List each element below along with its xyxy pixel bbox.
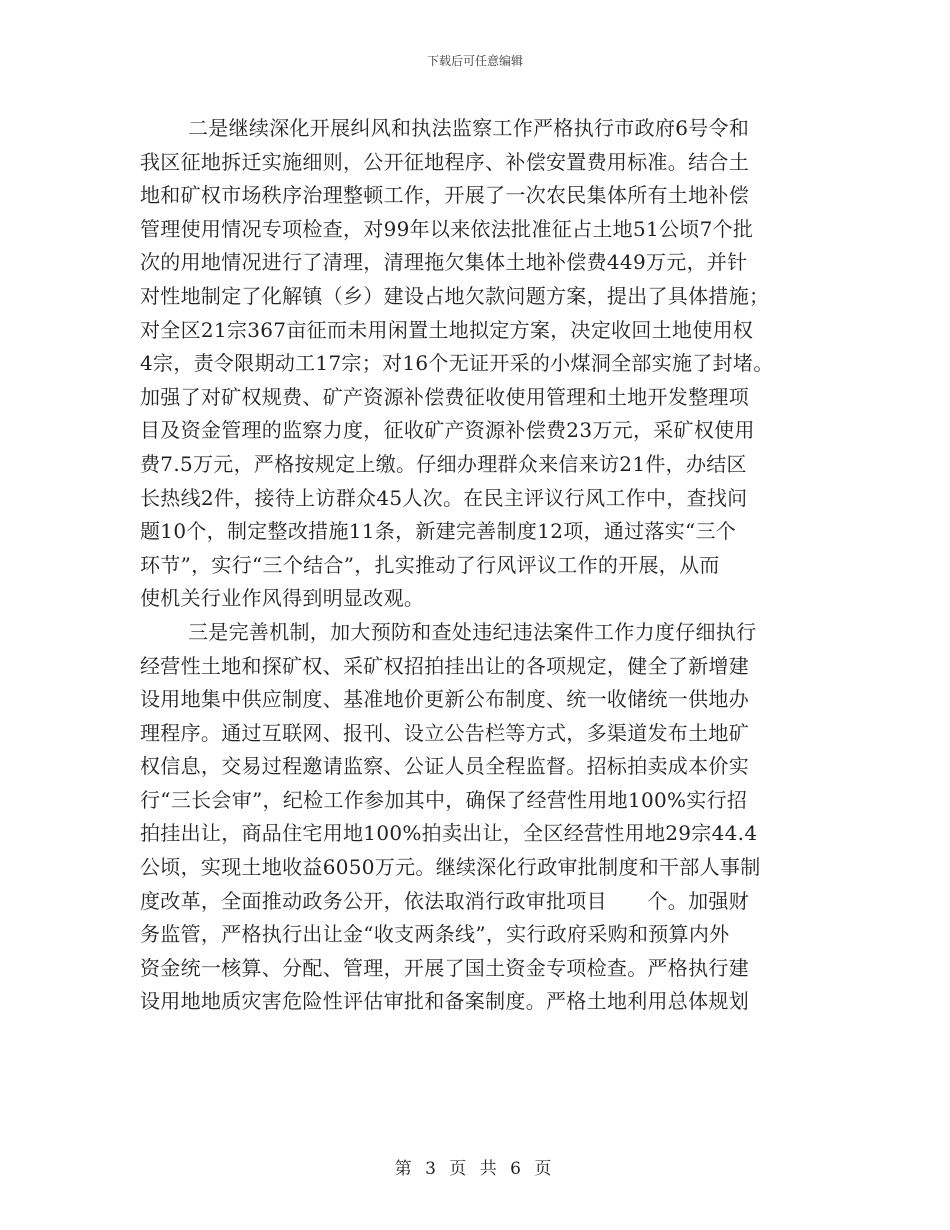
paragraph-line: 公顷，实现土地收益6050万元。继续深化行政审批制度和干部人事制 xyxy=(140,855,761,880)
document-body xyxy=(140,112,820,1019)
paragraph-line: 二是继续深化开展纠风和执法监察工作严格执行市政府6号令和 xyxy=(188,116,750,140)
paragraph-line: 管理使用情况专项检查，对99年以来依法批准征占土地51公顷7个批 xyxy=(140,216,754,241)
paragraph-line: 对性地制定了化解镇（乡）建设占地欠款问题方案，提出了具体措施； xyxy=(140,283,770,308)
paragraph-line: 我区征地拆迁实施细则，公开征地程序、补偿安置费用标准。结合土 xyxy=(140,149,749,174)
paragraph-line: 长热线2件，接待上访群众45人次。在民主评议行风工作中，查找问 xyxy=(140,485,748,510)
paragraph-line: 三是完善机制，加大预防和查处违纪违法案件工作力度仔细执行 xyxy=(188,619,757,644)
paragraph-line: 对全区21宗367亩征而未用闲置土地拟定方案，决定收回土地使用权 xyxy=(140,317,754,342)
paragraph-line: 务监管，严格执行出让金“收支两条线”，实行政府采购和预算内外 xyxy=(140,922,730,947)
paragraph-line: 地和矿权市场秩序治理整顿工作，开展了一次农民集体所有土地补偿 xyxy=(140,183,749,208)
paragraph-line: 理程序。通过互联网、报刊、设立公告栏等方式，多渠道发布土地矿 xyxy=(140,720,749,745)
paragraph-line: 题10个，制定整改措施11条，新建完善制度12项，通过落实“三个 xyxy=(140,519,737,544)
paragraph-line: 环节”，实行“三个结合”，扎实推动了行风评议工作的开展，从而 xyxy=(140,552,720,577)
page-number-footer: 第 3 页 共 6 页 xyxy=(394,1159,556,1179)
paragraph-line: 使机关行业作风得到明显改观。 xyxy=(140,586,425,611)
paragraph-line: 拍挂出让，商品住宅用地100%拍卖出让，全区经营性用地29宗44.4 xyxy=(140,821,758,846)
paragraph-line: 4宗，责令限期动工17宗；对16个无证开采的小煤洞全部实施了封堵。 xyxy=(140,351,774,376)
paragraph-line: 加强了对矿权规费、矿产资源补偿费征收使用管理和土地开发整理项 xyxy=(140,384,749,409)
paragraph-line: 权信息，交易过程邀请监察、公证人员全程监督。招标拍卖成本价实 xyxy=(140,754,749,779)
paragraph-line: 费7.5万元，严格按规定上缴。仔细办理群众来信来访21件，办结区 xyxy=(140,451,747,476)
paragraph-line: 度改革，全面推动政务公开，依法取消行政审批项目 个。加强财 xyxy=(140,888,749,913)
paragraph-line: 设用地集中供应制度、基准地价更新公布制度、统一收储统一供地办 xyxy=(140,687,749,712)
page-header: 下载后可任意编辑 xyxy=(426,54,523,68)
paragraph-line: 次的用地情况进行了清理，清理拖欠集体土地补偿费449万元，并针 xyxy=(140,250,748,275)
paragraph-line: 行“三长会审”，纪检工作参加其中，确保了经营性用地100%实行招 xyxy=(140,787,748,812)
paragraph-line: 设用地地质灾害危险性评估审批和备案制度。严格土地利用总体规划 xyxy=(140,989,749,1014)
paragraph-line: 目及资金管理的监察力度，征收矿产资源补偿费23万元，采矿权使用 xyxy=(140,418,755,443)
paragraph-line: 资金统一核算、分配、管理，开展了国土资金专项检查。严格执行建 xyxy=(140,955,749,980)
paragraph-line: 经营性土地和探矿权、采矿权招拍挂出让的各项规定，健全了新增建 xyxy=(140,653,749,678)
